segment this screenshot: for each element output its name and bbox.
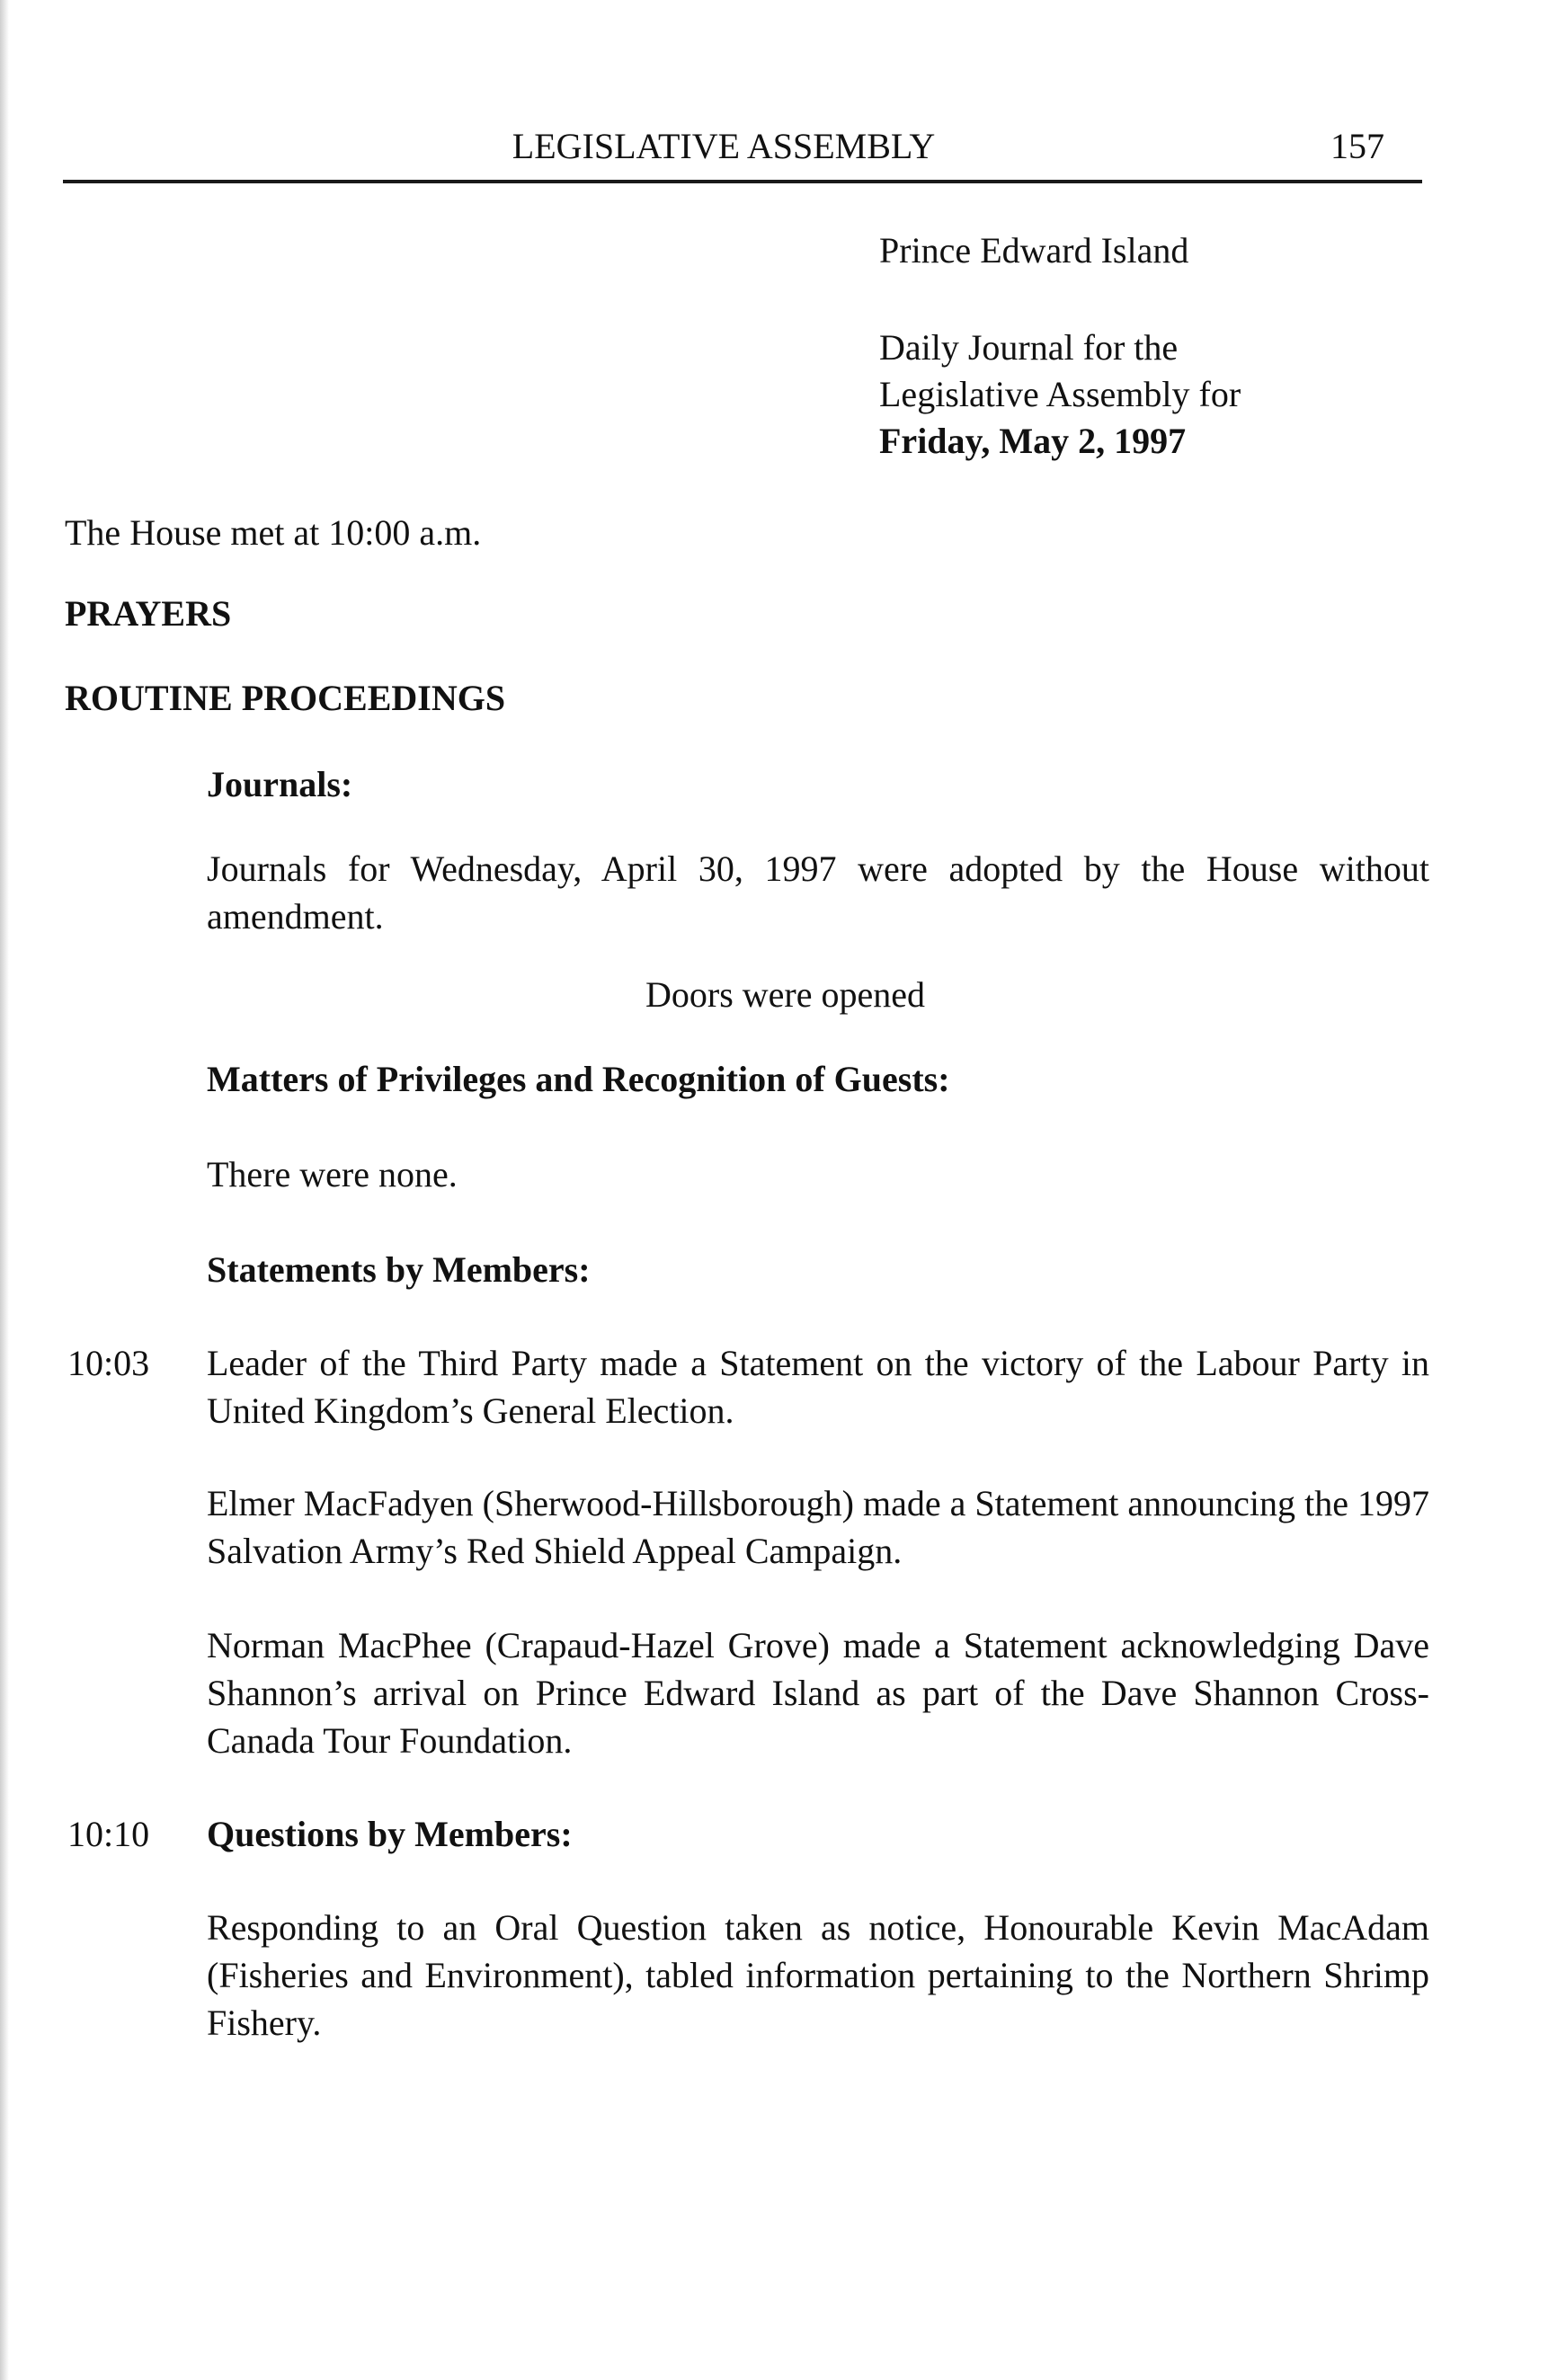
scan-edge-shadow [0, 0, 9, 2380]
journals-text: Journals for Wednesday, April 30, 1997 were adopted by the House without amendment. [207, 848, 1429, 937]
journals-heading: Journals: [207, 764, 353, 804]
statement-item: Leader of the Third Party made a Statement on the victory of the Labour Party in United Kingdom’s General Election. [207, 1343, 1429, 1431]
journal-date: Friday, May 2, 1997 [879, 421, 1187, 461]
statement-item: Elmer MacFadyen (Sherwood-Hillsborough) made a Statement announcing the 1997 Salvation Army’s Red Shield Appeal Campaign. [207, 1483, 1429, 1571]
privileges-text: There were none. [207, 1154, 458, 1194]
page-number: 157 [1330, 126, 1384, 166]
questions-time: 10:10 [67, 1814, 150, 1854]
privileges-heading: Matters of Privileges and Recognition of Guests: [207, 1059, 950, 1099]
section-routine-proceedings: ROUTINE PROCEEDINGS [65, 678, 506, 718]
header-rule [63, 180, 1422, 183]
doors-opened-note: Doors were opened [645, 974, 925, 1015]
masthead-line-2: Legislative Assembly for [879, 374, 1241, 414]
running-header-title: LEGISLATIVE ASSEMBLY [512, 126, 936, 166]
questions-text: Responding to an Oral Question taken as notice, Honourable Kevin MacAdam (Fisheries and Environment), tabled information pertaining to the Northern Shrimp Fishery. [207, 1907, 1429, 2043]
statements-heading: Statements by Members: [207, 1249, 591, 1290]
section-prayers: PRAYERS [65, 593, 232, 634]
statements-time: 10:03 [67, 1343, 150, 1383]
province-name: Prince Edward Island [879, 230, 1189, 271]
questions-heading: Questions by Members: [207, 1814, 573, 1854]
house-met-time: The House met at 10:00 a.m. [65, 512, 482, 553]
masthead-line-1: Daily Journal for the [879, 327, 1179, 368]
statement-item: Norman MacPhee (Crapaud-Hazel Grove) made a Statement acknowledging Dave Shannon’s arrival on Prince Edward Island as part of the Dave Shannon Cross- Canada Tour Foundation. [207, 1625, 1429, 1761]
